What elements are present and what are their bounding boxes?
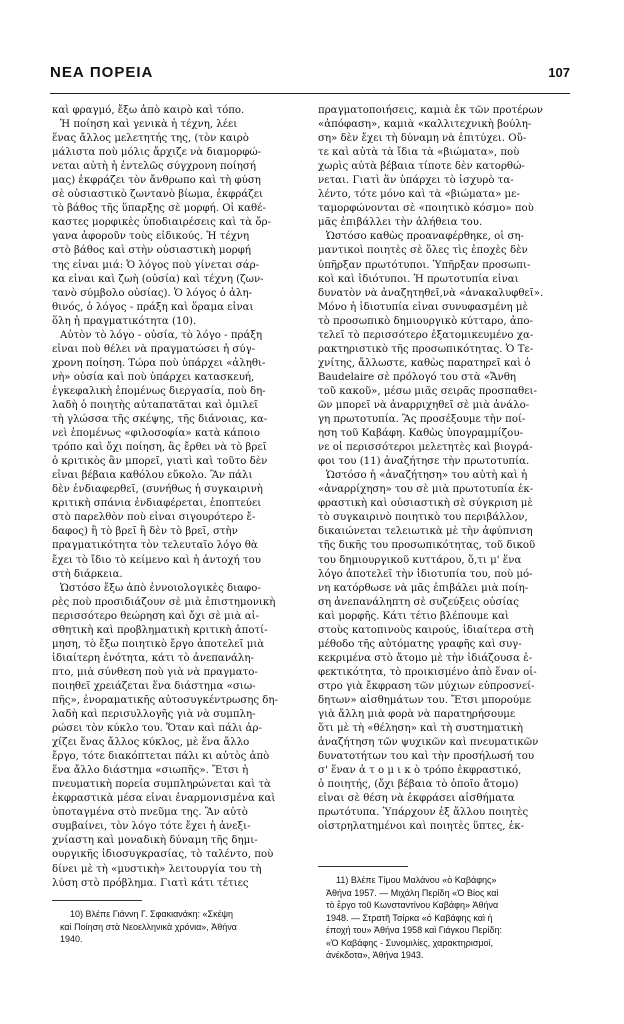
- text-line: κεκριμένα στὸ ἄτομο μὲ τὴν ἰδιάζουσα ἐ-: [318, 652, 533, 664]
- text-line: νη κατόρθωσε νὰ μᾶς ἐπιβάλει μιὰ ποίη-: [318, 582, 529, 594]
- page-header: [50, 64, 570, 88]
- text-line: ἕνας ἄλλος μελετητής της, (τὸν καιρὸ: [52, 133, 249, 145]
- text-line: στοὺς κατοπινοὺς καιρούς, ἰδιαίτερα στὴ: [318, 624, 534, 636]
- footnote-left: [60, 908, 310, 946]
- text-line: του δημιουργικοῦ κυττάρου, ὅ,τι μ' ἕνα: [318, 554, 522, 566]
- text-line: σὲ οὐσιαστικὸ ζωντανὸ βίωμα, ἐκφράζει: [52, 189, 264, 201]
- text-line: ἐκφραστικὰ μέσα εἶναι ἐναρμονισμένα καὶ: [52, 793, 276, 805]
- text-line: Ὡστόσο καθὼς προαναφέρθηκε, οἱ ση-: [326, 231, 524, 243]
- text-line: ὅλη ἡ πραγματικότητα (10).: [52, 315, 197, 327]
- text-line: Ὡστόσο ἡ «ἀναζήτηση» του αὐτὴ καὶ ἡ: [326, 470, 528, 482]
- text-line: νεὶ ἑπομένως «φιλοσοφία» κατὰ κάποιο: [52, 428, 261, 440]
- text-line: μᾶς ἐπιβάλλει τὴν ἀλήθεια του.: [318, 217, 483, 229]
- text-line: χωρὶς αὐτὰ βέβαια τίποτε δὲν κατορθώ-: [318, 161, 525, 173]
- text-line: Baudelaire σὲ πρόλογό του στὰ «Ἄνθη: [318, 371, 516, 383]
- footnote-line: 1940.: [60, 934, 83, 944]
- text-line: ρώσει τὸν κύκλο του. Ὅταν καὶ πάλι ἀρ-: [52, 723, 262, 735]
- text-line: στὸ βάθος καὶ στὴν οὐσιαστικὴ μορφή: [52, 245, 251, 257]
- text-line: λαδὴ καὶ περισυλλογῆς γιὰ νὰ συμπλη-: [52, 709, 256, 721]
- text-line: ὑπῆρξαν πρωτότυποι. Ὑπῆρξαν προσωπι-: [318, 259, 531, 271]
- text-line: «ἀναρρίχηση» του σὲ μιὰ πρωτοτυπία ἐκ-: [318, 484, 534, 496]
- text-line: «ἀπόφαση», καμιὰ «καλλιτεχνικὴ βούλη-: [318, 119, 532, 131]
- text-line: νε οἱ περισσότεροι μελετητὲς καὶ βιογρά-: [318, 442, 533, 454]
- text-line: λόγο ἀποτελεῖ τὴν ἰδιοτυπία του, ποὺ μό-: [318, 568, 533, 580]
- text-line: ὁ κριτικὸς ἂν μπορεῖ, γιατὶ καὶ τοῦτο δὲν: [52, 456, 268, 468]
- footnote-rule-left: [52, 900, 142, 901]
- text-line: της εἶναι μιά: Ὁ λόγος ποὺ γίνεται σάρ-: [52, 259, 260, 271]
- text-line: τὸ συγκαιρινὸ ποιητικὸ του περιβάλλον,: [318, 512, 528, 524]
- text-line: δητων» αἰσθημάτων του. Ἔτσι μπορούμε: [318, 694, 531, 706]
- text-line: μέθοδο τῆς αὐτόματης γραφῆς καὶ συγ-: [318, 638, 522, 650]
- text-line: Ὡστόσο ἔξω ἀπὸ ἐννοιολογικὲς διαφο-: [60, 582, 261, 594]
- footnote-line: 10) Βλέπε Γιάννη Γ. Σφακιανάκη: «Σκέψη: [70, 909, 234, 919]
- text-line: περισσότερο θεώρηση καὶ ὄχι σὲ μιὰ αἰ-: [52, 610, 260, 622]
- text-line: λύση στὸ πρόβλημα. Γιατὶ κάτι τέτιες: [52, 877, 249, 889]
- text-line: νεται. Γιατὶ ἂν ὑπάρχει τὸ ἰσχυρὸ τα-: [318, 175, 514, 187]
- text-line: πτο, μιὰ σύνθεση ποὺ γιὰ νὰ πραγματο-: [52, 666, 258, 678]
- text-line: ρακτηριστικὸ τῆς προσωπικότητας. Ὁ Τε-: [318, 343, 534, 355]
- text-line: ὅτι μὲ τὴ «θέληση» καὶ τὴ συστηματικὴ: [318, 723, 523, 735]
- text-line: πῆς», ἐνοραματικῆς αὐτοσυγκέντρωσης δη-: [52, 694, 278, 706]
- text-line: πρωτότυπα. Ὑπάρχουν ἐξ ἄλλου ποιητὲς: [318, 807, 529, 819]
- text-line: τὸ προσωπικὸ δημιουργικὸ κύτταρο, ἀπο-: [318, 315, 533, 327]
- text-line: χνίτης, ἄλλωστε, καθὼς παρατηρεῖ καὶ ὁ: [318, 357, 531, 369]
- text-line: ἰδιαίτερη ἑνότητα, κάτι τὸ ἀνεπανάλη-: [52, 652, 254, 664]
- footnote-line: τὸ ἔργο τοῦ Κωνσταντίνου Καβάφη» Ἀθήνα: [326, 900, 499, 910]
- text-line: ἔργο, τότε διακόπτεται πάλι κι αὐτὸς ἀπὸ: [52, 751, 270, 763]
- text-line: κα εἶναι καὶ ζωὴ (οὐσία) καὶ τέχνη (ζων-: [52, 273, 264, 285]
- text-line: νεται αὐτὴ ἡ ἐντελῶς σύγχρονη ποίησή: [52, 161, 256, 173]
- text-line: νὴ» οὐσία καὶ ποὺ ὑπάρχει κατασκευή,: [52, 371, 255, 383]
- footnote-line: ἐποχή του» Ἀθήνα 1958 καὶ Γιάγκου Περίδη:: [326, 925, 503, 935]
- text-line: Μόνο ἡ ἰδιοτυπία εἶναι συνυφασμένη μὲ: [318, 301, 528, 313]
- text-line: δὲν ἐνδιαφερθεῖ, (συνήθως ἡ συγκαιρινὴ: [52, 484, 263, 496]
- text-line: ἐγκεφαλικὴ ἑπομένως διεργασία, ποὺ δη-: [52, 385, 266, 397]
- text-line: γανα ἀφοροῦν τοὺς εἰδικούς. Ἡ τέχνη: [52, 231, 250, 243]
- text-line: ση» δὲν ἔχει τὴ δύναμη νὰ ἐπιτύχει. Οὔ-: [318, 133, 527, 145]
- text-line: συμβαίνει, τὸν λόγο τότε ἔχει ἡ ἀνεξι-: [52, 821, 251, 833]
- text-line: ἔχει τὸ ἴδιο τὸ κείμενο καὶ ἡ ἀντοχή του: [52, 554, 261, 566]
- text-line: λέντο, τότε μόνο καὶ τὰ «βιώματα» με-: [318, 189, 520, 201]
- text-line: τρόπο καὶ ὄχι ποίηση, ἂς ἔρθει νὰ τὸ βρεῖ: [52, 442, 267, 454]
- text-line: στὸ παρελθὸν ποὺ εἶναι σιγουρότερο ἔ-: [52, 512, 256, 524]
- text-line: λαδὴ ὁ ποιητὴς αὐταπατᾶται καὶ ὁμιλεῖ: [52, 399, 259, 411]
- text-line: ουργικῆς ἰδιοσυγκρασίας, τὸ ταλέντο, ποὺ: [52, 849, 274, 861]
- text-line: ρὲς ποὺ προσιδιάζουν σὲ μιὰ ἐπιστημονικὴ: [52, 596, 276, 608]
- right-column: [318, 104, 572, 834]
- text-line: σθητικὴ καὶ προβληματικὴ κριτικὴ ἀποτί-: [52, 624, 268, 636]
- text-line: ῶν μπορεῖ νὰ ἀναρριχηθεῖ σὲ μιὰ ἀνάλο-: [318, 399, 530, 411]
- text-line: δίνει μὲ τὴ «μυστικὴ» λειτουργία του τὴ: [52, 863, 262, 875]
- text-line: εἶναι ποὺ θέλει νὰ πραγματώσει ἡ σύγ-: [52, 343, 256, 355]
- footnote-line: ἀνέκδοτα», Ἀθήνα 1943.: [326, 950, 424, 960]
- text-line: καὶ μορφῆς. Κάτι τέτιο βλέπουμε καὶ: [318, 610, 509, 622]
- text-line: πραγματοποιήσεις, καμιὰ ἐκ τῶν προτέρων: [318, 105, 543, 116]
- text-line: κοὶ καὶ ἰδιότυποι. Ἡ πρωτοτυπία εἶναι: [318, 273, 519, 285]
- text-line: πνευματικὴ πορεία συμπληρώνεται καὶ τὰ: [52, 779, 271, 791]
- text-line: μάλιστα ποὺ μόλις ἄρχιζε νὰ διαμορφώ-: [52, 147, 262, 159]
- text-line: καὶ φραγμό, ἔξω ἀπὸ καιρὸ καὶ τόπο.: [52, 105, 245, 116]
- text-line: ὑποταγμένα στὸ πνεῦμα της. Ἂν αὐτὸ: [52, 807, 248, 819]
- text-line: τὴ γλώσσα τῆς σκέψης, τῆς διάνοιας, κα-: [52, 414, 268, 426]
- text-line: στρο γιὰ ἔκφραση τῶν μύχιων εὐπροσνεί-: [318, 680, 535, 692]
- text-line: ποιηθεῖ χρειάζεται ἕνα διάστημα «σιω-: [52, 680, 256, 692]
- text-line: μηση, τὸ ἔξω ποιητικὸ ἔργο ἀποτελεῖ μιὰ: [52, 638, 265, 650]
- text-line: τῆς δικῆς του προσωπικότητας, τοῦ δικοῦ: [318, 540, 536, 552]
- text-line: φοι του (11) ἀναζήτησε τὴν πρωτοτυπία.: [318, 456, 530, 468]
- footnote-rule-right: [318, 866, 408, 867]
- text-line: ἀναζήτηση τῶν ψυχικῶν καὶ πνευματικῶν: [318, 737, 539, 749]
- text-line: χίζει ἕνας ἄλλος κύκλος, μὲ ἕνα ἄλλο: [52, 737, 250, 749]
- text-line: χρονη ποίηση. Τώρα ποὺ ὑπάρχει «ἀληθι-: [52, 357, 266, 369]
- text-line: χνίαστη καὶ μοναδικὴ δύναμη τῆς δημι-: [52, 835, 258, 847]
- text-line: στὴ διάρκεια.: [52, 568, 123, 580]
- text-line: μαντικοὶ ποιητὲς σὲ ὅλες τὶς ἐποχὲς δὲν: [318, 245, 528, 257]
- text-line: πραγματικότητα τὸν τελευταῖο λόγο θὰ: [52, 540, 258, 552]
- text-line: καστες μορφικὲς ὑποδιαιρέσεις καὶ τὰ ὄρ-: [52, 217, 271, 229]
- text-line: τανὸ σύμβολο οὐσίας). Ὁ λόγος ὁ ἀλη-: [52, 287, 253, 299]
- text-line: ση ἀνεπανάληπτη σὲ συζεύξεις οὐσίας: [318, 596, 520, 608]
- text-line: γιὰ ἄλλη μιὰ φορὰ νὰ παρατηρήσουμε: [318, 709, 516, 721]
- text-line: ὁ ποιητής, (ὄχι βέβαια τὸ ὁποῖο ἄτομο): [318, 779, 519, 791]
- text-line: οἰστρηλατημένοι καὶ ποιητὲς ὕπτες, ἐκ-: [318, 821, 525, 833]
- text-line: θινός, ὁ λόγος - πράξη καὶ ὅραμα εἶναι: [52, 301, 254, 313]
- journal-title: ΝΕΑ ΠΟΡΕΙΑ: [50, 64, 154, 81]
- text-line: Ἡ ποίηση καὶ γενικὰ ἡ τέχνη, λέει: [60, 119, 238, 131]
- text-line: κριτικὴ σπάνια ἐνδιαφέρεται, ἐποπτεύει: [52, 498, 262, 510]
- text-line: γη πρωτοτυπία. Ἂς προσέξουμε τὴν ποί-: [318, 414, 526, 426]
- text-line: φεκτικότητα, τὸ προικισμένο ἀπὸ ἕναν οἶ-: [318, 666, 537, 678]
- text-line: δαφος) ἢ τὸ βρεῖ ἢ δὲν τὸ βρεῖ, στὴν: [52, 526, 238, 538]
- text-line: μας) ἐκφράζει τὸν ἄνθρωπο καὶ τὴ φύση: [52, 175, 261, 187]
- text-line: δικαιώνεται τελειωτικὰ μὲ τὴν ἀφύπνιση: [318, 526, 533, 538]
- page-number: 107: [548, 65, 570, 80]
- footnote-line: 1948. — Στρατῆ Τσίρκα «ὁ Καβάφης καὶ ἡ: [326, 912, 493, 923]
- text-line: δυνατὸν νὰ ἀναζητηθεῖ,νὰ «ἀνακαλυφθεῖ».: [318, 287, 544, 299]
- text-line: ηση τοῦ Καβάφη. Καθὼς ὑπογραμμίζου-: [318, 428, 523, 440]
- text-line: δυνατοτήτων του καὶ τὴν προσήλωσή του: [318, 751, 535, 763]
- text-line: σ' ἕναν ἀ τ ο μ ι κ ὸ τρόπο ἐκφραστικό,: [318, 765, 522, 777]
- footnote-line: «Ὁ Καβάφης - Συνομιλίες, χαρακτηρισμοί,: [326, 937, 494, 948]
- text-line: τε καὶ αὐτὰ τὰ ἴδια τὰ «βιώματα», ποὺ: [318, 147, 520, 159]
- text-line: εἶναι σὲ θέση νὰ ἐκφράσει αἰσθήματα: [318, 793, 515, 805]
- footnote-line: καὶ Ποίηση στὰ Νεοελληνικὰ χρόνια», Ἀθήνα: [60, 921, 237, 932]
- text-line: τοῦ κακοῦ», μέσω μιᾶς σειρᾶς προσπαθει-: [318, 385, 537, 397]
- left-column: [52, 104, 306, 891]
- text-line: εἶναι βέβαια καθόλου εὔκολο. Ἂν πάλι: [52, 470, 253, 482]
- text-line: Αὐτὸν τὸ λόγο - οὐσία, τὸ λόγο - πράξη: [60, 329, 263, 341]
- text-line: ἕνα ἄλλο διάστημα «σιωπῆς». Ἔτσι ἡ: [52, 765, 249, 777]
- text-line: ταμορφώνονται σὲ «ποιητικὸ κόσμο» ποὺ: [318, 203, 534, 215]
- footnote-line: Ἀθήνα 1957. — Μιχάλη Περίδη «Ὁ Βίος καὶ: [326, 887, 499, 898]
- header-rule: [50, 93, 570, 94]
- text-line: τελεῖ τὸ περισσότερο ἐξατομικευμένο χα-: [318, 329, 534, 341]
- footnote-right: [326, 874, 576, 962]
- text-line: τὸ βάθος τῆς ὕπαρξης σὲ μορφή. Οἱ καθέ-: [52, 203, 266, 215]
- footnote-line: 11) Βλέπε Τίμου Μαλάνου «ὁ Καβάφης»: [336, 875, 497, 885]
- text-line: φραστικὴ καὶ οὐσιαστικὴ σὲ σύγκριση μὲ: [318, 498, 533, 510]
